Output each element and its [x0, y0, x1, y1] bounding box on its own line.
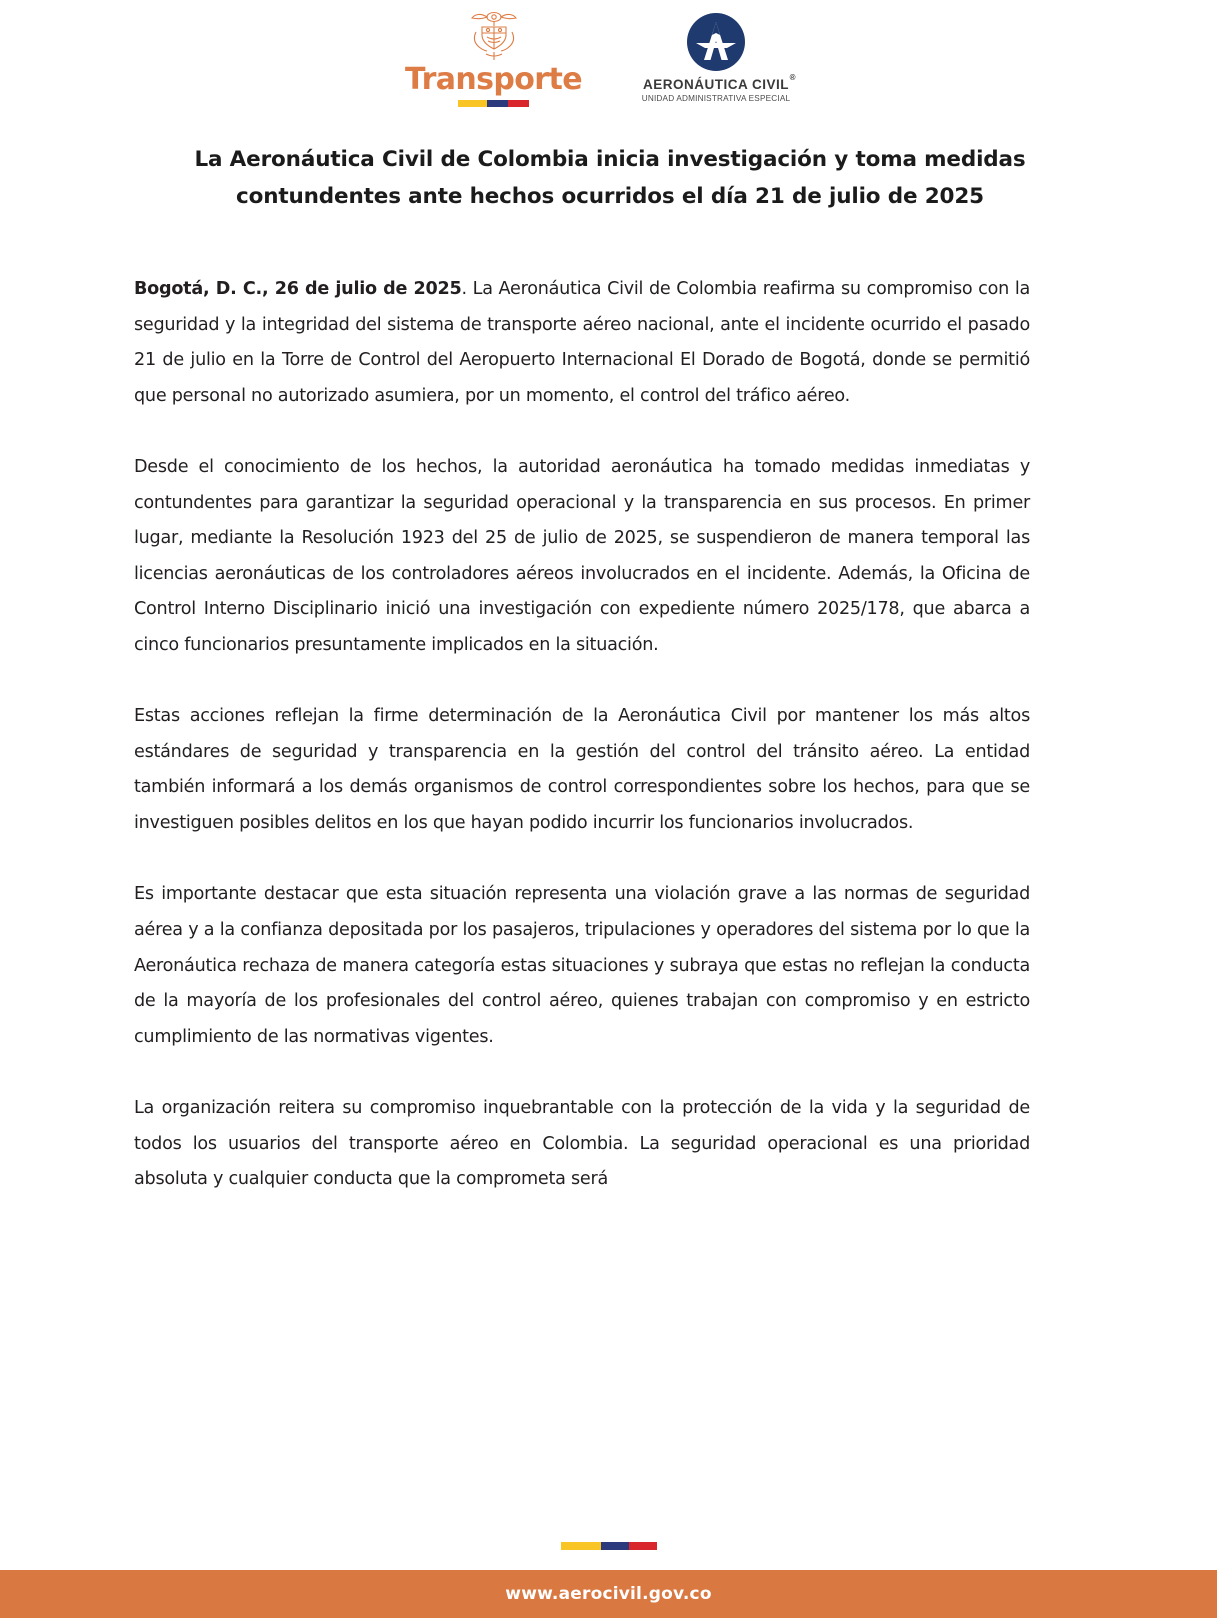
paragraph-3: Estas acciones reflejan la firme determinación de la Aeronáutica Civil por mantener los más altos estándares de seguridad y transparencia en la gestión del control del tránsito aéreo. La entidad también informará a los demás organismos de control correspondientes sobre los hechos, para que se investiguen posibles delitos en los que hayan podido incurrir los funcionarios involucrados.: [134, 706, 1030, 833]
page-title-line-2: contundentes ante hechos ocurridos el día 21 de julio de 2025: [236, 183, 984, 209]
footer-website-url[interactable]: www.aerocivil.gov.co: [505, 1584, 712, 1604]
colombia-flag-bar-icon: [458, 100, 530, 107]
aerocivil-subtitle: UNIDAD ADMINISTRATIVA ESPECIAL: [641, 94, 791, 103]
footer-bar: [0, 1570, 1217, 1618]
footer-colombia-flag-bar-icon: [561, 1542, 657, 1550]
paragraph-4: Es importante destacar que esta situación representa una violación grave a las normas de seguridad aérea y a la confianza depositada por los pasajeros, tripulaciones y operadores del sistema por lo que la Aeronáutica rechaza de manera categoría estas situaciones y subraya que estas no reflejan la conducta de la mayoría de los profesionales del control aéreo, quienes trabajan con compromiso y en estricto cumplimiento de las normativas vigentes.: [134, 884, 1030, 1047]
ministry-of-transport-logo: [406, 8, 581, 107]
paragraph-2: Desde el conocimiento de los hechos, la autoridad aeronáutica ha tomado medidas inmediatas y contundentes para garantizar la seguridad operacional y la transparencia en sus procesos. En primer lugar, mediante la Resolución 1923 del 25 de julio de 2025, se suspendieron de manera temporal las licencias aeronáuticas de los controladores aéreos involucrados en el incidente. Además, la Oficina de Control Interno Disciplinario inició una investigación con expediente número 2025/178, que abarca a cinco funcionarios presuntamente implicados en la situación.: [134, 457, 1030, 655]
page-title: [150, 142, 1070, 216]
paragraph-1-text: . La Aeronáutica Civil de Colombia reafirma su compromiso con la seguridad y la integridad del sistema de transporte aéreo nacional, ante el incidente ocurrido el pasado 21 de julio en la Torre de Control del Aeropuerto Internacional El Dorado de Bogotá, donde se permitió que personal no autorizado asumiera, por un momento, el control del tráfico aéreo.: [134, 279, 1030, 406]
aerocivil-name: [643, 73, 796, 92]
aerocivil-a-logo-icon: [687, 13, 745, 71]
dateline: Bogotá, D. C., 26 de julio de 2025: [134, 279, 462, 299]
paragraph-1: [134, 272, 1030, 414]
registered-trademark-icon: ®: [789, 73, 796, 82]
colombia-coat-of-arms-icon: [468, 8, 520, 64]
document-body: [134, 272, 1030, 1198]
page-title-line-1: La Aeronáutica Civil de Colombia inicia investigación y toma medidas: [194, 147, 1026, 172]
transporte-wordmark: Transporte: [405, 62, 582, 97]
paragraph-5: La organización reitera su compromiso inquebrantable con la protección de la vida y la seguridad de todos los usuarios del transporte aéreo en Colombia. La seguridad operacional es una prioridad absoluta y cualquier conducta que la comprometa será: [134, 1098, 1030, 1190]
aerocivil-name-text: AERONÁUTICA CIVIL: [643, 77, 789, 92]
aerocivil-logo: [621, 8, 811, 103]
document-header: [0, 0, 1217, 120]
